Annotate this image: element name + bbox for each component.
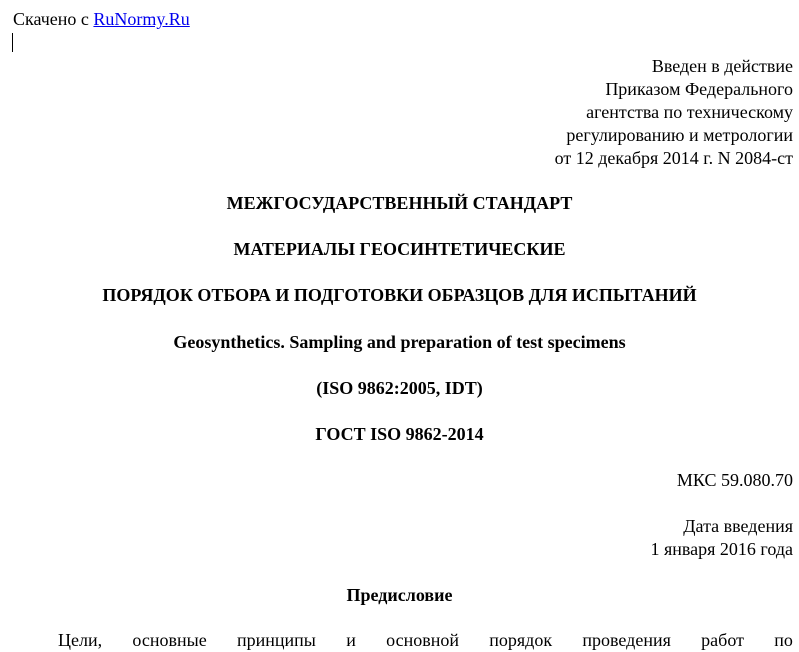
body-word: принципы bbox=[237, 630, 316, 650]
enactment-line: от 12 декабря 2014 г. N 2084-ст bbox=[554, 148, 793, 168]
source-link[interactable]: RuNormy.Ru bbox=[93, 9, 190, 29]
title-sub-heading: ПОРЯДОК ОТБОРА И ПОДГОТОВКИ ОБРАЗЦОВ ДЛЯ ИСПЫТАНИЙ bbox=[102, 285, 697, 305]
body-paragraph bbox=[58, 629, 793, 652]
body-word: основной bbox=[386, 630, 459, 650]
body-word: Цели, bbox=[58, 630, 103, 650]
body-word: по bbox=[774, 630, 793, 650]
title-main-heading: МАТЕРИАЛЫ ГЕОСИНТЕТИЧЕСКИЕ bbox=[233, 239, 566, 259]
body-word: и bbox=[346, 630, 356, 650]
standard-type-heading: МЕЖГОСУДАРСТВЕННЫЙ СТАНДАРТ bbox=[226, 193, 573, 213]
enactment-line: регулированию и метрологии bbox=[566, 125, 793, 145]
body-word: основные bbox=[132, 630, 207, 650]
source-prefix: Скачено с bbox=[13, 9, 89, 29]
enactment-line: Введен в действие bbox=[651, 56, 793, 76]
text-cursor bbox=[12, 33, 13, 52]
body-word: проведения bbox=[582, 630, 671, 650]
body-word: работ bbox=[701, 630, 744, 650]
effective-date-label: Дата введения bbox=[683, 516, 793, 536]
enactment-block bbox=[555, 55, 793, 170]
enactment-line: Приказом Федерального bbox=[605, 79, 793, 99]
enactment-line: агентства по техническому bbox=[586, 102, 793, 122]
source-line bbox=[13, 8, 190, 31]
title-english-heading: Geosynthetics. Sampling and preparation of test specimens bbox=[173, 332, 626, 352]
foreword-heading: Предисловие bbox=[346, 585, 453, 605]
mks-code: МКС 59.080.70 bbox=[676, 470, 793, 490]
gost-code-heading: ГОСТ ISO 9862-2014 bbox=[315, 424, 484, 444]
iso-reference-heading: (ISO 9862:2005, IDT) bbox=[316, 378, 483, 398]
body-word: порядок bbox=[489, 630, 553, 650]
effective-date-value: 1 января 2016 года bbox=[650, 539, 793, 559]
